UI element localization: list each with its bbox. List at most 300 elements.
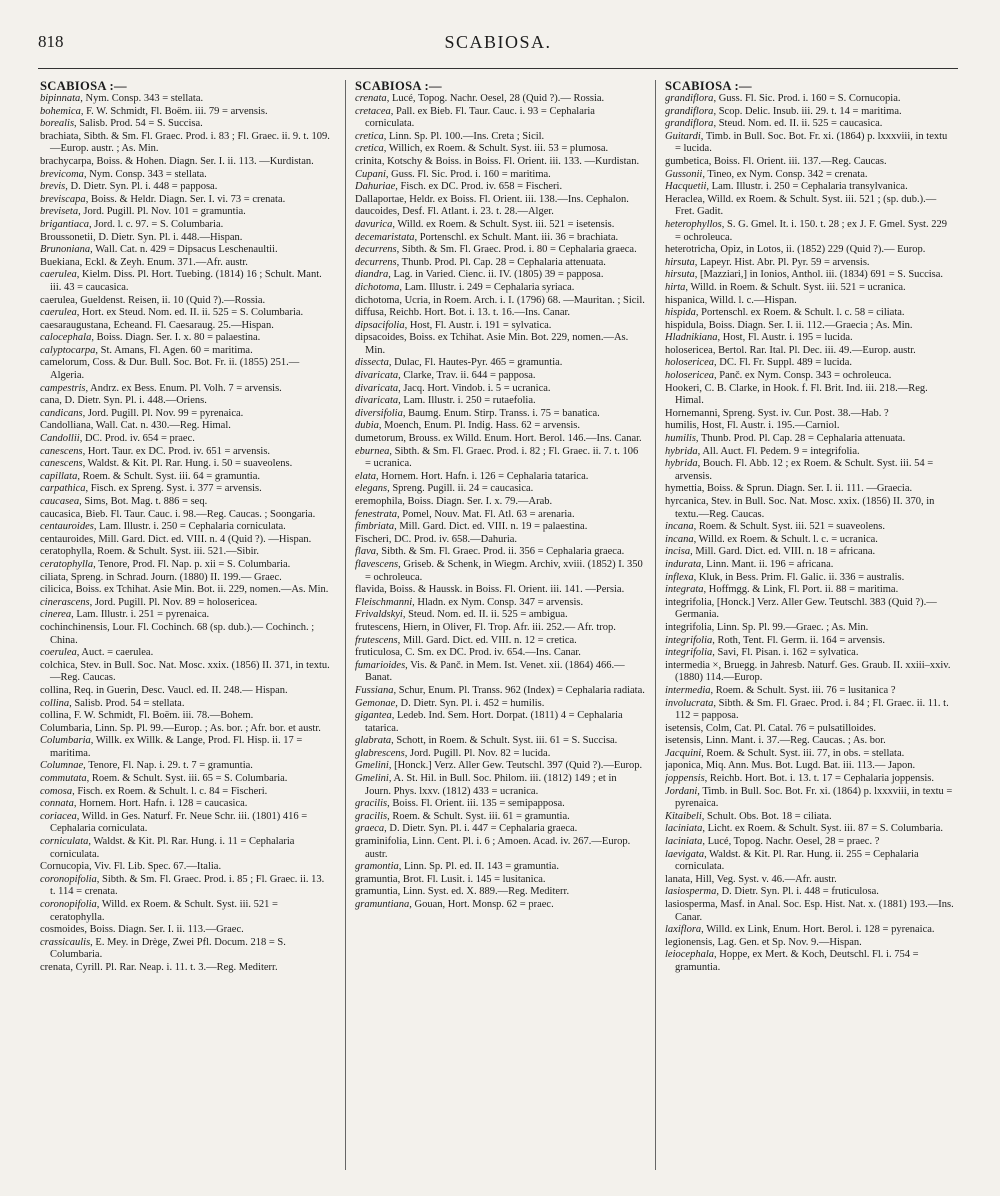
species-name: canescens	[40, 445, 83, 457]
species-name: brigantiaca	[40, 218, 89, 230]
citation-text: , Bieb. Fl. Taur. Cauc. i. 98.—Reg. Caucas. ; Soongaria.	[80, 508, 316, 520]
index-entry	[355, 546, 645, 559]
index-entry	[665, 458, 955, 483]
species-name: dumetorum	[355, 433, 404, 445]
citation-text: , Salisb. Prod. 54 = S. Succisa.	[74, 118, 203, 130]
species-name: gigantea	[355, 710, 392, 722]
index-entry	[355, 836, 645, 861]
species-name: diffusa	[355, 307, 384, 319]
species-name: holosericea	[665, 370, 714, 382]
citation-text: , [Honck.] Verz. Aller Gew. Teutschl. 397 (Quid ?).—Europ.	[388, 760, 643, 772]
index-entry	[40, 647, 330, 660]
citation-text: , Lam. Illustr. i. 250 = rutaefolia.	[398, 395, 536, 407]
species-name: brevicoma	[40, 168, 84, 180]
citation-text: , F. W. Schmidt, Fl. Boëm. iii. 79 = arvensis.	[80, 105, 268, 117]
citation-text: , Roem. & Schult. Syst. iii. 77, in obs. = stellata.	[701, 747, 905, 759]
species-name: cilicica	[40, 584, 71, 596]
citation-text: , Jord. Pugill. Pl. Nov. 89 = holosericea.	[89, 596, 258, 608]
citation-text: , Jacq. Hort. Vindob. i. 5 = ucranica.	[398, 382, 551, 394]
citation-text: , Willd. ex Roem. & Schult. Syst. iii. 521 = isetensis.	[392, 218, 615, 230]
index-entry	[665, 647, 955, 660]
citation-text: , D. Dietr. Syn. Pl. i. 448 = fruticulosa.	[716, 886, 879, 898]
species-name: breviseta	[40, 206, 79, 218]
species-name: intermedia	[665, 684, 711, 696]
index-entry	[40, 698, 330, 711]
citation-text: , Wall. Cat. n. 430.—Reg. Himal.	[90, 420, 231, 432]
citation-text: , Lam. Illustr. i. 250 = Cephalaria transylvanica.	[706, 181, 908, 193]
citation-text: , Cyrill. Pl. Rar. Neap. i. 11. t. 3.—Reg. Mediterr.	[70, 961, 278, 973]
index-entry	[355, 509, 645, 522]
species-name: Columnae	[40, 760, 84, 772]
index-entry	[665, 534, 955, 547]
index-entry	[665, 660, 955, 685]
citation-text: , D. Dietr. Syn. Pl. i. 448.—Hispan.	[93, 231, 243, 243]
index-entry	[355, 143, 645, 156]
species-name: isetensis	[665, 735, 701, 747]
species-name: cinerascens	[40, 596, 90, 608]
citation-text: , D. Dietr. Syn. Pl. i. 448 = papposa.	[65, 181, 218, 193]
index-entry	[40, 169, 330, 182]
index-entry	[355, 685, 645, 698]
citation-text: , Reichb. Hort. Bot. i. 13. t. 17 = Cephalaria joppensis.	[704, 773, 934, 785]
citation-text: , Tineo, ex Nym. Consp. 342 = crenata.	[702, 168, 868, 180]
index-entry	[665, 383, 955, 408]
citation-text: , Boiss. ex Tchihat. Asie Min. Bot. 229, nomen.—As. Min.	[365, 332, 629, 356]
index-entry	[40, 597, 330, 610]
index-entry	[355, 823, 645, 836]
index-entry	[355, 232, 645, 245]
index-entry	[355, 584, 645, 597]
citation-text: , Scop. Delic. Insub. iii. 29. t. 14 = maritima.	[713, 105, 902, 117]
species-name: cretica	[355, 130, 384, 142]
citation-text: , Brot. Fl. Lusit. i. 145 = lusitanica.	[397, 873, 546, 885]
citation-text: , DC. Prod. iv. 654 = praec.	[79, 433, 195, 445]
species-name: collina	[40, 697, 70, 709]
index-entry	[40, 471, 330, 484]
species-name: grandiflora	[665, 105, 714, 117]
species-name: Candollii	[40, 433, 80, 445]
species-name: campestris	[40, 382, 86, 394]
index-entry	[665, 483, 955, 496]
column-1	[40, 80, 330, 1190]
species-name: centauroides	[40, 521, 94, 533]
index-entry	[40, 395, 330, 408]
index-entry	[355, 433, 645, 446]
index-entry	[665, 685, 955, 698]
index-entry	[665, 446, 955, 459]
index-entry	[355, 383, 645, 396]
index-entry	[355, 257, 645, 270]
index-entry	[40, 106, 330, 119]
species-name: coerulea	[40, 647, 77, 659]
citation-text: , Linn. Sp. Pl. 100.—Ins. Creta ; Sicil.	[383, 130, 545, 142]
index-entry	[40, 219, 330, 232]
species-name: grandiflora	[665, 93, 714, 104]
index-entry	[665, 194, 955, 219]
species-name: bohemica	[40, 105, 81, 117]
species-name: Dallaportae	[355, 193, 404, 205]
index-entry	[355, 169, 645, 182]
index-entry	[40, 483, 330, 496]
index-entry	[665, 307, 955, 320]
species-name: Candolliana	[40, 420, 91, 432]
citation-text: , Linn. Cent. Pl. i. 6 ; Amoen. Acad. iv. 267.—Europ. austr.	[365, 836, 631, 860]
citation-text: , Lour. Fl. Cochinch. 68 (sp. dub.).— Cochinch. ; China.	[50, 621, 315, 646]
species-name: Hacquetii	[665, 181, 707, 193]
citation-text: , Steud. Nom. ed. II. ii. 525 = caucasica.	[713, 118, 883, 130]
citation-text: , Req. in Guerin, Desc. Vaucl. ed. II. 248.— Hispan.	[68, 684, 288, 696]
citation-text: , Timb. in Bull. Soc. Bot. Fr. xi. (1864) p. lxxxviii, in textu = pyrenaica.	[675, 785, 953, 810]
index-entry	[40, 786, 330, 799]
species-name: Fischeri	[355, 533, 389, 545]
index-entry	[665, 597, 955, 622]
species-name: Jacquini	[665, 747, 702, 759]
citation-text: , Eckl. & Zeyh. Enum. 371.—Afr. austr.	[79, 256, 248, 268]
index-entry	[665, 521, 955, 534]
species-name: caerulea	[40, 294, 75, 306]
citation-text: , Spreng. Pugill. ii. 24 = caucasica.	[387, 483, 534, 495]
index-entry	[40, 622, 330, 647]
species-name: coriacea	[40, 810, 77, 822]
citation-text: , Willd. ex Roem. & Schult. l. c. = ucranica.	[693, 533, 878, 545]
citation-text: , D. Dietr. Syn. Pl. i. 448.—Oriens.	[59, 395, 207, 407]
species-name: gramuntia	[355, 886, 398, 898]
species-name: heterophyllos	[665, 218, 722, 230]
index-entry	[355, 748, 645, 761]
index-entry	[355, 534, 645, 547]
species-name: daucoides	[355, 206, 397, 218]
citation-text: , Pomel, Nouv. Mat. Fl. Atl. 63 = arenaria.	[397, 508, 575, 520]
index-entry	[40, 357, 330, 382]
species-name: incana	[665, 521, 694, 533]
column-heading: SCABIOSA :—	[665, 80, 752, 93]
index-entry	[355, 660, 645, 685]
citation-text: , Lag. Gen. et Sp. Nov. 9.—Hispan.	[712, 936, 862, 948]
species-name: joppensis	[665, 773, 705, 785]
citation-text: , Boiss. Diagn. Ser. I. ii. 113.—Graec.	[84, 924, 244, 936]
species-name: Columbaria	[40, 722, 90, 734]
species-name: cretacea	[355, 105, 391, 117]
index-entry	[665, 156, 955, 169]
species-name: centauroides	[40, 533, 94, 545]
index-entry	[40, 874, 330, 899]
citation-text: , Boiss. & Sprun. Diagn. Ser. I. ii. 111. —Graecia.	[701, 483, 913, 495]
citation-text: , Linn. Sp. Pl. 99.—Graec. ; As. Min.	[711, 621, 869, 633]
citation-text: , S. G. Gmel. It. i. 150. t. 28 ; ex J. F. Gmel. Syst. 229 = ochroleuca.	[675, 218, 947, 243]
species-name: dubia	[355, 420, 379, 432]
index-entry	[40, 131, 330, 156]
species-name: flavida	[355, 584, 385, 596]
index-entry	[40, 710, 330, 723]
index-entry	[665, 106, 955, 119]
species-name: fimbriata	[355, 521, 395, 533]
citation-text: , Willd. ex Roem. & Schult. Syst. iii. 521 ; (sp. dub.).—Fret. Gadit.	[675, 193, 937, 218]
index-entry	[665, 118, 955, 131]
citation-text: , Waldst. & Kit. Pl. Rar. Hung. i. 50 = suaveolens.	[82, 458, 293, 470]
species-name: hymettia	[665, 483, 702, 495]
index-entry	[355, 635, 645, 648]
citation-text: , Guss. Fl. Sic. Prod. i. 160 = S. Cornucopia.	[713, 93, 901, 104]
species-name: flava	[355, 546, 376, 558]
citation-text: , Roem. & Schult. Syst. iii. 65 = S. Columbaria.	[86, 773, 288, 785]
species-name: collina	[40, 684, 69, 696]
species-name: Fussiana	[355, 684, 394, 696]
citation-text: , Portenschl. ex Schult. Mant. iii. 36 = brachiata.	[414, 231, 619, 243]
index-entry	[665, 496, 955, 521]
species-name: hispidula	[665, 319, 704, 331]
index-entry	[40, 93, 330, 106]
index-entry	[355, 760, 645, 773]
species-name: Hornemanni	[665, 407, 718, 419]
citation-text: , Kielm. Diss. Pl. Hort. Tuebing. (1814) 16 ; Schult. Mant. iii. 43 = caucasica.	[50, 269, 322, 293]
species-name: lasiosperma	[665, 899, 716, 910]
citation-text: , Colm, Cat. Pl. Catal. 76 = pulsatilloides.	[700, 722, 876, 734]
index-entry	[40, 408, 330, 421]
species-name: crenata	[40, 961, 71, 973]
species-name: integrifolia	[665, 634, 713, 646]
species-name: ciliata	[40, 571, 66, 583]
citation-text: , Boiss. Fl. Orient. iii. 135 = semipapposa.	[387, 798, 565, 810]
index-entry	[665, 169, 955, 182]
index-entry	[665, 320, 955, 333]
citation-text: , Lam. Illustr. i. 250 = Cephalaria corniculata.	[93, 521, 286, 533]
species-name: fenestrata	[355, 508, 397, 520]
citation-text: , Linn. Mant. i. 37.—Reg. Caucas. ; As. bor.	[700, 735, 886, 747]
citation-text: , Boiss. Diagn. Ser. I. x. 80 = palaestina.	[91, 332, 261, 344]
citation-text: , Willd. l. c.—Hispan.	[704, 294, 797, 306]
index-entry	[665, 773, 955, 786]
index-entry	[665, 735, 955, 748]
citation-text: , Kluk, in Bess. Prim. Fl. Galic. ii. 336 = australis.	[693, 571, 905, 583]
citation-text: , Linn. Sp. Pl. ed. II. 143 = gramuntia.	[398, 861, 559, 873]
species-name: Frivaldskyi	[355, 609, 403, 621]
index-entry	[40, 307, 330, 320]
citation-text: , Thunb. Prod. Pl. Cap. 28 = Cephalaria attenuata.	[396, 256, 606, 268]
index-entry	[665, 584, 955, 597]
citation-text: , Bouch. Fl. Abb. 12 ; ex Roem. & Schult. Syst. iii. 54 = arvensis.	[675, 458, 934, 482]
species-name: laciniata	[665, 823, 703, 835]
index-entry	[665, 937, 955, 950]
index-entry	[665, 748, 955, 761]
citation-text: , Hoffmgg. & Link, Fl. Port. ii. 88 = maritima.	[703, 584, 899, 596]
citation-text: , Boiss. & Haussk. in Boiss. Fl. Orient. iii. 141. —Persia.	[384, 584, 625, 596]
citation-text: , Pall. ex Bieb. Fl. Taur. Cauc. i. 93 = Cephalaria corniculata.	[365, 105, 595, 130]
species-name: integrata	[665, 584, 704, 596]
citation-text: , Stev. in Bull. Soc. Nat. Mosc. xxix. (1856) II. 371, in textu.—Reg. Caucas.	[50, 659, 330, 684]
citation-text: , Mill. Gard. Dict. ed. VIII. n. 4 (Quid ?). —Hispan.	[93, 533, 312, 545]
index-entry	[355, 811, 645, 824]
citation-text: , C. B. Clarke, in Hook. f. Fl. Brit. Ind. iii. 218.—Reg. Himal.	[675, 382, 928, 407]
index-entry	[355, 332, 645, 357]
index-entry	[40, 458, 330, 471]
citation-text: , Portenschl. ex Roem. & Schult. l. c. 58 = ciliata.	[695, 307, 905, 319]
header-rule	[38, 68, 958, 69]
citation-text: , Willd. in Roem. & Schult. Syst. iii. 521 = ucranica.	[685, 281, 906, 293]
index-entry	[665, 93, 955, 106]
citation-text: , Roem. & Schult. Syst. iii. 76 = lusitanica ?	[710, 684, 896, 696]
species-name: Kitaibeli	[665, 810, 702, 822]
citation-text: , Hladn. ex Nym. Consp. 347 = arvensis.	[412, 596, 584, 608]
species-name: eremophila	[355, 496, 403, 507]
citation-text: , Fisch. ex Roem. & Schult. l. c. 84 = Fischeri.	[72, 785, 268, 797]
index-entry	[355, 521, 645, 534]
index-entry	[665, 723, 955, 736]
species-name: involucrata	[665, 697, 714, 709]
index-entry	[665, 219, 955, 244]
species-name: Brunoniana	[40, 244, 91, 256]
citation-text: , Desf. Fl. Atlant. i. 23. t. 28.—Alger.	[397, 206, 554, 218]
index-entry	[665, 836, 955, 849]
citation-text: , Sibth. & Sm. Fl. Graec. Prod. ii. 356 = Cephalaria graeca.	[376, 546, 625, 558]
index-entry	[40, 496, 330, 509]
species-name: caucasea	[40, 496, 80, 507]
species-name: dichotoma	[355, 281, 400, 293]
species-name: Cornucopia	[40, 861, 89, 873]
index-entry	[355, 773, 645, 798]
citation-text: , Hort. Taur. ex DC. Prod. iv. 651 = arvensis.	[82, 445, 271, 457]
index-entry	[40, 962, 330, 975]
species-name: graminifolia	[355, 836, 407, 848]
index-entry	[355, 420, 645, 433]
index-entry	[665, 949, 955, 974]
species-name: Gmelini	[355, 760, 389, 772]
citation-text: , Jord. l. c. 97. = S. Columbaria.	[89, 218, 224, 230]
index-entry	[355, 874, 645, 887]
index-entry	[665, 408, 955, 421]
species-name: canescens	[40, 458, 83, 470]
species-name: calocephala	[40, 332, 92, 344]
index-entry	[40, 446, 330, 459]
citation-text: ×, Bruegg. in Jahresb. Naturf. Ges. Graub. II. xxiii–xxiv. (1880) 114.—Europ.	[675, 659, 951, 684]
column-heading: SCABIOSA :—	[40, 80, 127, 93]
species-name: hispanica	[665, 294, 705, 306]
species-name: breviscapa	[40, 193, 86, 205]
citation-text: , Stev. in Bull. Soc. Nat. Mosc. xxix. (1856) II. 370, in textu.—Reg. Caucas.	[675, 496, 935, 520]
index-entry	[40, 534, 330, 547]
index-entry	[40, 509, 330, 522]
citation-text: , Jord. Pugill. Pl. Nov. 101 = gramuntia.	[78, 206, 246, 218]
species-name: caerulea	[40, 269, 77, 281]
index-entry	[355, 357, 645, 370]
citation-text: , Hornem. Hort. Hafn. i. 126 = Cephalaria tatarica.	[376, 470, 589, 482]
species-name: Gmelini	[355, 773, 389, 785]
index-entry	[665, 760, 955, 773]
species-name: laevigata	[665, 848, 705, 860]
species-name: laxiflora	[665, 924, 702, 936]
citation-text: , Licht. ex Roem. & Schult. Syst. iii. 87 = S. Columbaria.	[702, 823, 944, 835]
index-entry	[665, 131, 955, 156]
species-name: humilis	[665, 433, 696, 445]
index-entry	[40, 181, 330, 194]
index-entry	[40, 773, 330, 786]
species-name: Broussonetii	[40, 231, 94, 243]
citation-text: , D. Dietr. Syn. Pl. i. 452 = humilis.	[395, 697, 545, 709]
citation-text: , Lag. in Varied. Cienc. ii. IV. (1805) 39 = papposa.	[388, 269, 604, 281]
citation-text: , St. Amans, Fl. Agen. 60 = maritima.	[95, 344, 253, 356]
citation-text: , Linn. Mant. ii. 196 = africana.	[701, 558, 834, 570]
citation-text: , Auct. = caerulea.	[76, 647, 154, 659]
index-entry	[40, 194, 330, 207]
index-entry	[40, 584, 330, 597]
citation-text: , Gueldenst. Reisen, ii. 10 (Quid ?).—Rossia.	[74, 294, 266, 306]
citation-text: , Steud. Nom. ed. II. ii. 525 = ambigua.	[402, 609, 568, 621]
citation-text: , Hort. ex Steud. Nom. ed. II. ii. 525 = S. Columbaria.	[76, 307, 304, 319]
species-name: hyrcanica	[665, 496, 706, 507]
index-entry	[665, 345, 955, 358]
index-entry	[40, 559, 330, 572]
index-entry	[665, 370, 955, 383]
citation-text: , Kotschy & Boiss. in Boiss. Fl. Orient. iii. 133. —Kurdistan.	[381, 155, 640, 167]
index-entry	[665, 698, 955, 723]
column-3	[665, 80, 955, 1190]
species-name: commutata	[40, 773, 87, 785]
species-name: davurica	[355, 218, 393, 230]
index-entry	[40, 811, 330, 836]
index-entry	[355, 131, 645, 144]
index-entry	[40, 383, 330, 396]
citation-text: , Lapeyr. Hist. Abr. Pl. Pyr. 59 = arvensis.	[694, 256, 870, 268]
citation-text: , DC. Prod. iv. 658.—Dahuria.	[388, 533, 518, 545]
citation-text: , Viv. Fl. Lib. Spec. 67.—Italia.	[89, 861, 222, 873]
species-name: hirta	[665, 281, 686, 293]
index-entry	[40, 660, 330, 685]
citation-text: , Thunb. Prod. Pl. Cap. 28 = Cephalaria attenuata.	[695, 433, 906, 445]
species-name: inflexa	[665, 571, 694, 583]
species-name: hirsuta	[665, 269, 695, 281]
citation-text: , Masf. in Anal. Soc. Esp. Hist. Nat. x. (1881) 193.—Ins. Canar.	[675, 899, 954, 923]
species-name: dipsacoides	[355, 332, 404, 344]
species-name: intermedia	[665, 659, 710, 671]
index-entry	[40, 609, 330, 622]
entry-list	[665, 93, 955, 975]
species-name: decurrens	[355, 244, 397, 256]
species-name: integrifolia	[665, 621, 712, 633]
index-entry	[355, 106, 645, 131]
index-entry	[355, 886, 645, 899]
species-name: cretica	[355, 143, 384, 155]
citation-text: , [Honck.] Verz. Aller Gew. Teutschl. 383 (Quid ?).—Germania.	[675, 596, 937, 621]
species-name: Gemonae	[355, 697, 396, 709]
species-name: flavescens	[355, 558, 399, 570]
citation-text: , Savi, Fl. Pisan. i. 162 = sylvatica.	[712, 647, 859, 659]
citation-text: , Jord. Pugill. Pl. Nov. 99 = pyrenaica.	[82, 407, 244, 419]
species-name: elata	[355, 470, 376, 482]
index-entry	[355, 735, 645, 748]
species-name: dipsacifolia	[355, 319, 405, 331]
species-name: holosericea	[665, 357, 714, 369]
index-entry	[355, 698, 645, 711]
species-name: lanata	[665, 873, 691, 885]
species-name: japonica	[665, 760, 701, 772]
species-name: humilis	[665, 420, 697, 432]
index-entry	[40, 798, 330, 811]
species-name: diandra	[355, 269, 389, 281]
index-entry	[665, 572, 955, 585]
citation-text: , DC. Fl. Fr. Suppl. 489 = lucida.	[714, 357, 853, 369]
species-name: caesaraugustana	[40, 319, 109, 331]
index-entry	[40, 320, 330, 333]
column-heading: SCABIOSA :—	[355, 80, 442, 93]
species-name: caerulea	[40, 307, 77, 319]
citation-text: , Host, Fl. Austr. i. 195.—Carniol.	[696, 420, 840, 432]
index-entry	[355, 156, 645, 169]
index-entry	[40, 546, 330, 559]
index-entry	[40, 572, 330, 585]
citation-text: , E. Mey. in Drège, Zwei Pfl. Docum. 218 = S. Columbaria.	[50, 936, 286, 961]
species-name: coronopifolia	[40, 873, 97, 885]
index-entry	[40, 836, 330, 861]
species-name: isetensis	[665, 722, 701, 734]
